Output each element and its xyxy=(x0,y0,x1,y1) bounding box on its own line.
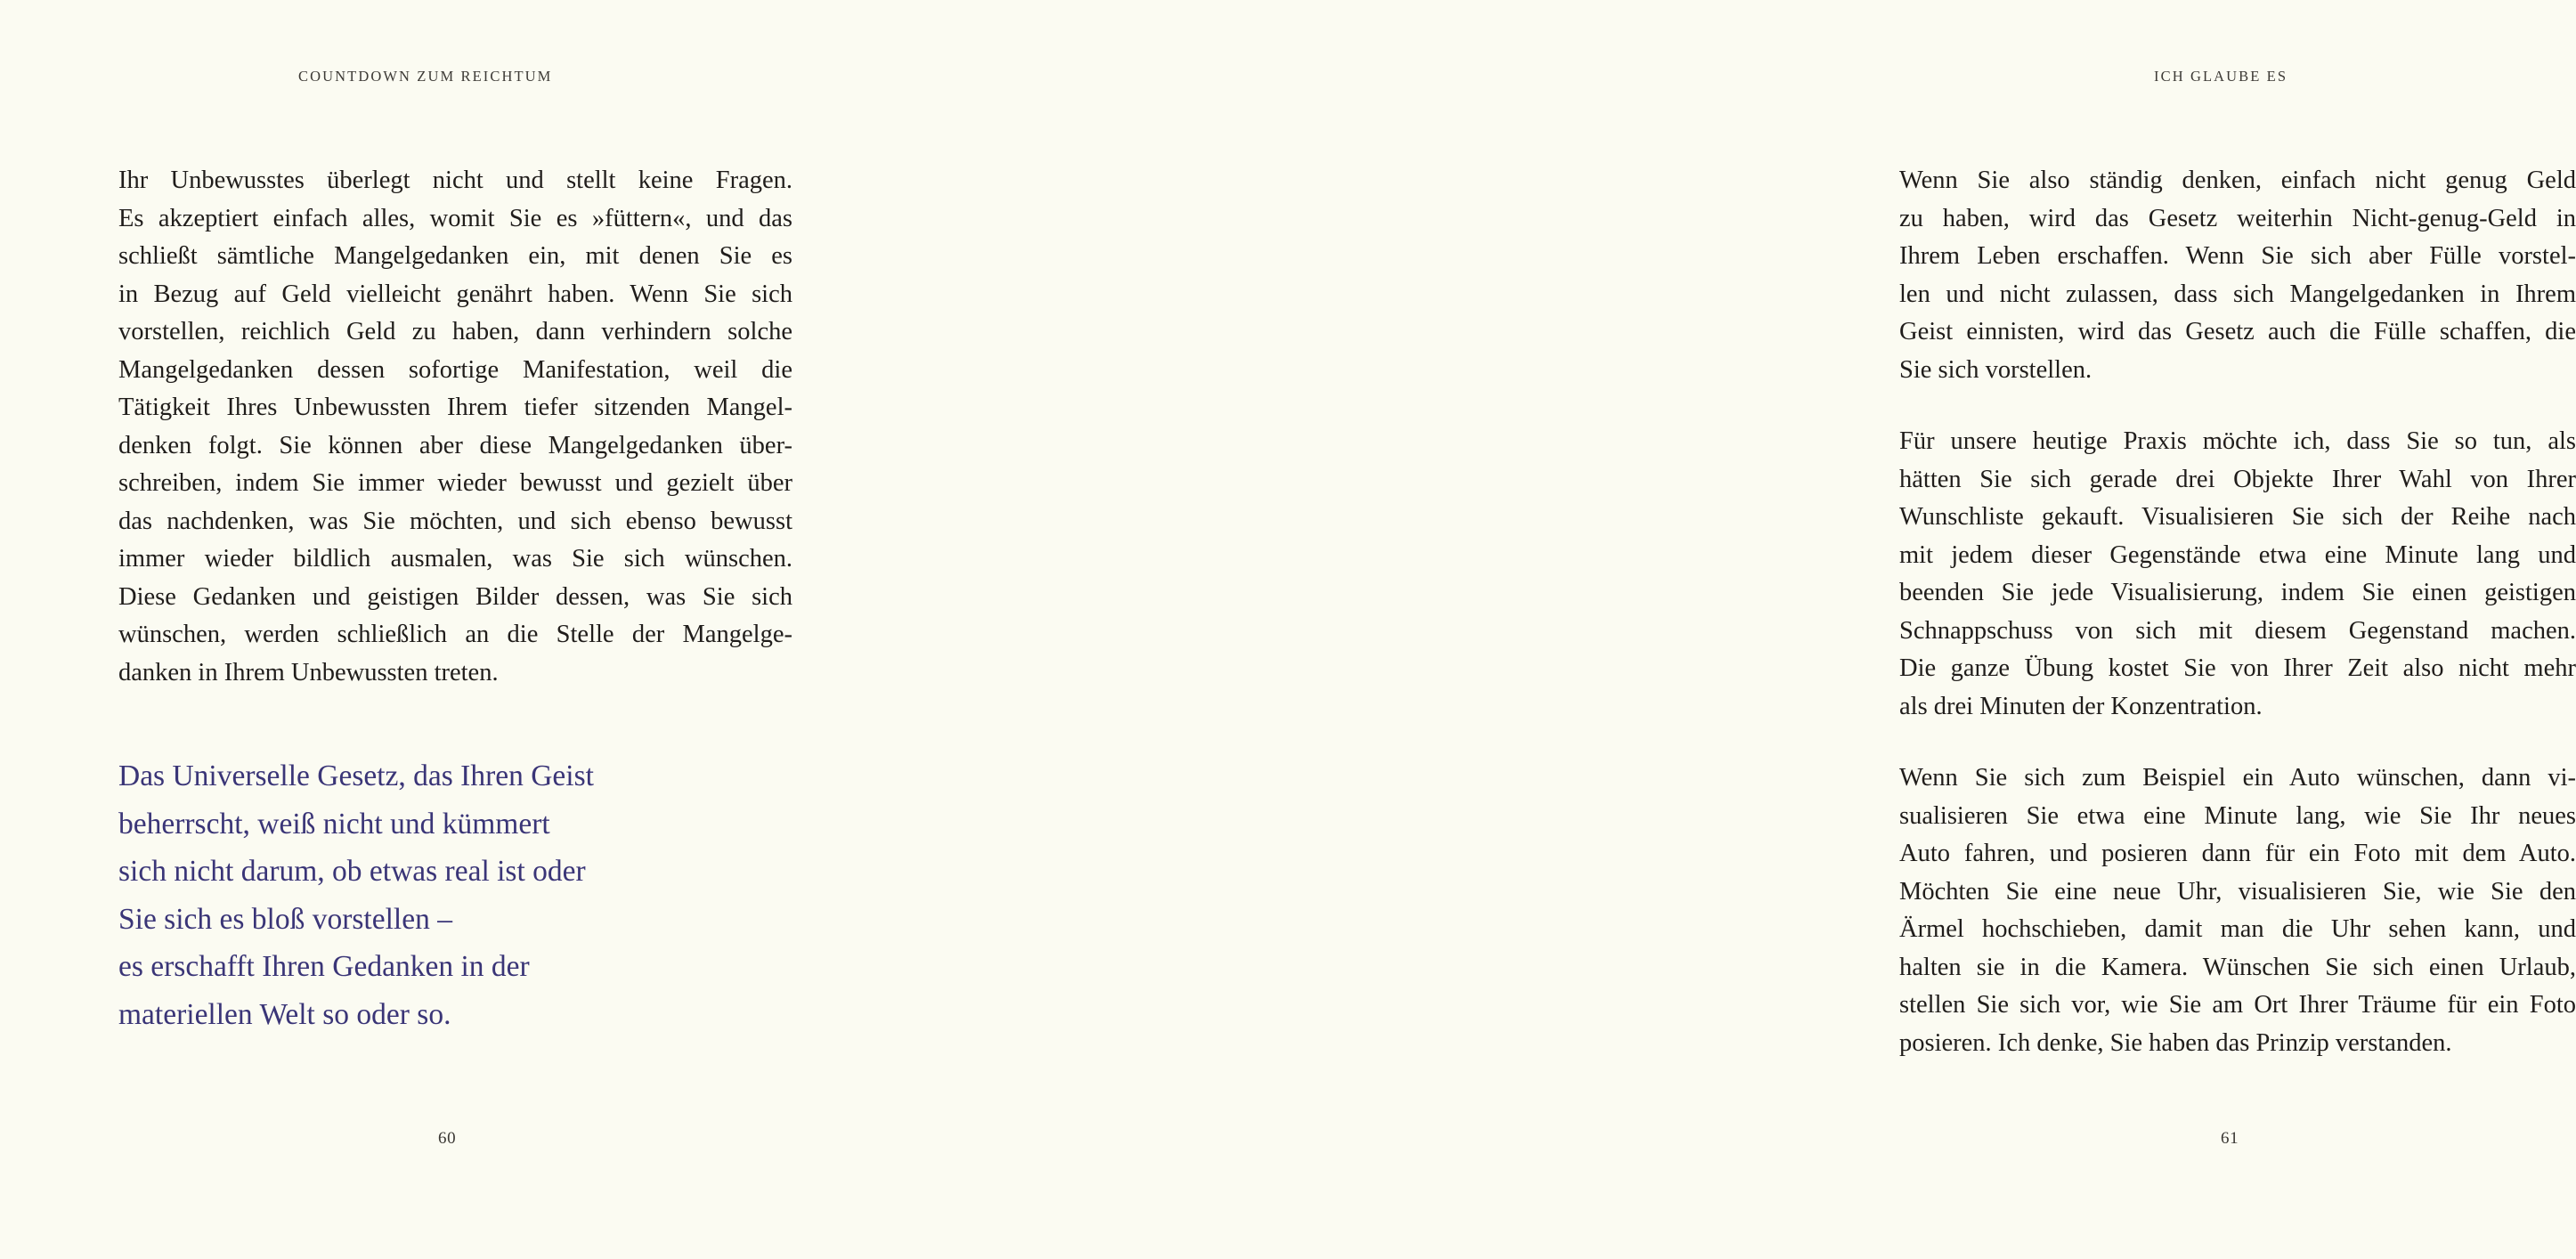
right-page-content xyxy=(1899,162,2576,1062)
pull-quote-line: Das Universelle Gesetz, das Ihren Geist xyxy=(118,759,594,792)
pull-quote-line: beherrscht, weiß nicht und kümmert xyxy=(118,807,550,841)
paragraph xyxy=(1899,162,2576,389)
left-page xyxy=(0,0,890,1259)
text-line: Geist einnisten, wird das Gesetz auch die Fülle schaffen, die xyxy=(1899,318,2576,345)
text-line: schließt sämtliche Mangelgedanken ein, mit denen Sie es xyxy=(118,242,792,270)
text-line: Wunschliste gekauft. Visualisieren Sie sich der Reihe nach xyxy=(1899,503,2576,531)
pull-quote-line: Sie sich es bloß vorstellen – xyxy=(118,902,452,936)
left-body-text xyxy=(118,162,792,692)
text-line: sualisieren Sie etwa eine Minute lang, wie Sie Ihr neues xyxy=(1899,801,2576,830)
text-line: hätten Sie sich gerade drei Objekte Ihrer Wahl von Ihrer xyxy=(1899,465,2576,493)
text-line: posieren. Ich denke, Sie haben das Prinzip verstanden. xyxy=(1899,1028,2452,1057)
right-page xyxy=(890,0,2576,1259)
running-head-right: ICH GLAUBE ES xyxy=(2154,68,2288,85)
text-line: Wenn Sie sich zum Beispiel ein Auto wünschen, dann vi- xyxy=(1899,764,2576,792)
text-line: Für unsere heutige Praxis möchte ich, dass Sie so tun, als xyxy=(1899,427,2576,455)
text-line: das nachdenken, was Sie möchten, und sich ebenso bewusst xyxy=(118,507,792,535)
page-number-right: 61 xyxy=(2221,1129,2239,1148)
pull-quote-line: sich nicht darum, ob etwas real ist oder xyxy=(118,855,586,888)
text-line: beenden Sie jede Visualisierung, indem Sie einen geistigen xyxy=(1899,579,2576,606)
text-line: als drei Minuten der Konzentration. xyxy=(1899,692,2263,720)
pull-quote-line: materiellen Welt so oder so. xyxy=(118,997,451,1031)
text-line: denken folgt. Sie können aber diese Mangelgedanken über- xyxy=(118,431,792,459)
paragraph xyxy=(118,162,792,692)
text-line: Ihr Unbewusstes überlegt nicht und stellt keine Fragen. xyxy=(118,167,792,194)
text-line: Mangelgedanken dessen sofortige Manifestation, weil die xyxy=(118,355,792,384)
running-head-left: COUNTDOWN ZUM REICHTUM xyxy=(298,68,553,85)
page-number-left: 60 xyxy=(438,1129,457,1148)
pull-quote xyxy=(118,752,792,1038)
text-line: Sie sich vorstellen. xyxy=(1899,355,2092,384)
text-line: Ihrem Leben erschaffen. Wenn Sie sich aber Fülle vorstel- xyxy=(1899,242,2576,270)
text-line: zu haben, wird das Gesetz weiterhin Nicht-genug-Geld in xyxy=(1899,204,2576,232)
text-line: Wenn Sie also ständig denken, einfach nicht genug Geld xyxy=(1899,167,2576,194)
text-line: Schnappschuss von sich mit diesem Gegenstand machen. xyxy=(1899,616,2576,645)
text-line: halten sie in die Kamera. Wünschen Sie sich einen Urlaub, xyxy=(1899,953,2576,981)
text-line: mit jedem dieser Gegenstände etwa eine Minute lang und xyxy=(1899,540,2576,569)
text-line: Diese Gedanken und geistigen Bilder dessen, was Sie sich xyxy=(118,582,792,611)
text-line: Die ganze Übung kostet Sie von Ihrer Zeit also nicht mehr xyxy=(1899,654,2576,682)
text-line: stellen Sie sich vor, wie Sie am Ort Ihrer Träume für ein Foto xyxy=(1899,991,2576,1019)
right-body-text xyxy=(1899,162,2576,1062)
text-line: schreiben, indem Sie immer wieder bewusst und gezielt über xyxy=(118,469,792,497)
text-line: Auto fahren, und posieren dann für ein Foto mit dem Auto. xyxy=(1899,840,2576,867)
text-line: Tätigkeit Ihres Unbewussten Ihrem tiefer sitzenden Mangel- xyxy=(118,394,792,421)
text-line: len und nicht zulassen, dass sich Mangelgedanken in Ihrem xyxy=(1899,280,2576,308)
paragraph xyxy=(1899,759,2576,1062)
text-line: in Bezug auf Geld vielleicht genährt haben. Wenn Sie sich xyxy=(118,280,792,308)
text-line: vorstellen, reichlich Geld zu haben, dann verhindern solche xyxy=(118,318,792,345)
text-line: immer wieder bildlich ausmalen, was Sie sich wünschen. xyxy=(118,545,792,573)
left-page-content xyxy=(118,162,792,1038)
text-line: Es akzeptiert einfach alles, womit Sie es »füttern«, und das xyxy=(118,204,792,232)
text-line: Möchten Sie eine neue Uhr, visualisieren Sie, wie Sie den xyxy=(1899,877,2576,906)
text-line: wünschen, werden schließlich an die Stelle der Mangelge- xyxy=(118,621,792,648)
paragraph xyxy=(1899,423,2576,726)
text-line: Ärmel hochschieben, damit man die Uhr sehen kann, und xyxy=(1899,915,2576,943)
pull-quote-line: es erschafft Ihren Gedanken in der xyxy=(118,950,530,983)
text-line: danken in Ihrem Unbewussten treten. xyxy=(118,658,499,686)
